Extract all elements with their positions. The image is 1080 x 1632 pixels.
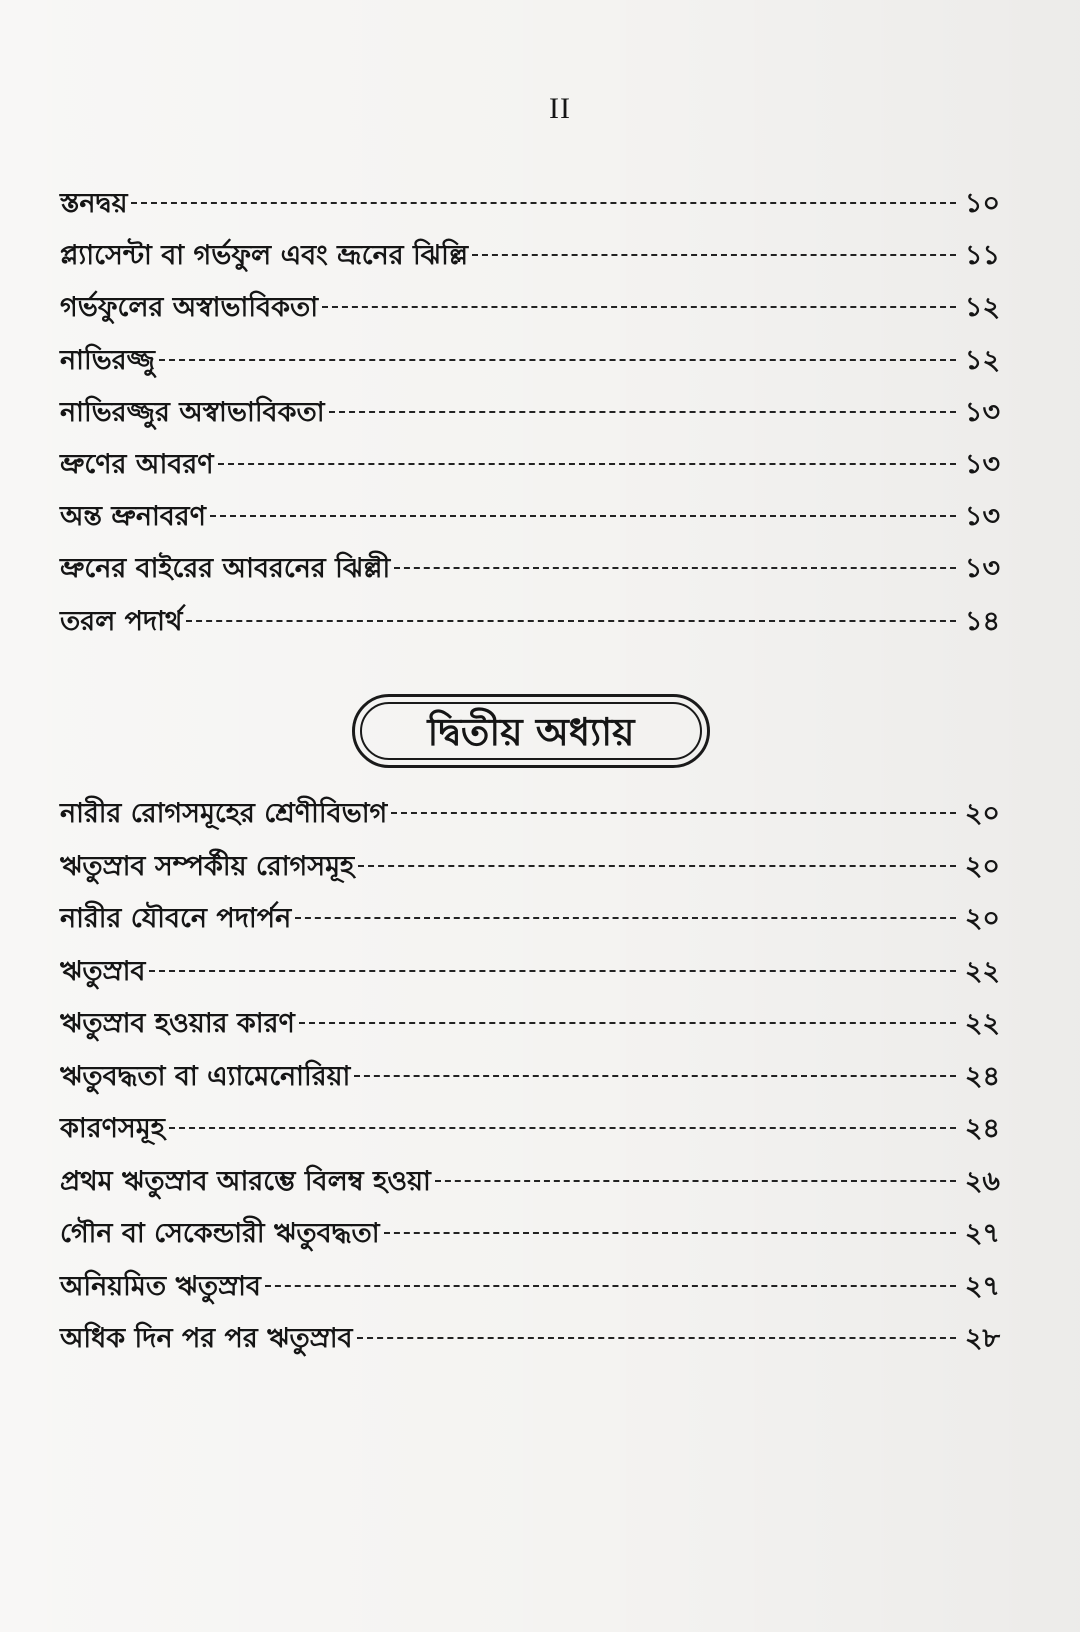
toc-entry [60,596,1000,648]
toc-entry [60,439,1000,491]
dot-leader [169,1127,956,1129]
dot-leader [159,359,956,361]
toc-entry [60,387,1000,439]
toc-entry [60,1208,1000,1261]
toc-entry-page: ২৪ [964,1113,1000,1144]
toc-entry [60,893,1000,946]
dot-leader [265,1285,956,1287]
chapter-heading-frame [352,694,710,768]
dot-leader [218,463,956,465]
toc-entry-page: ২৬ [964,1165,1000,1197]
toc-entry-title: অন্ত ভ্রুনাবরণ [60,501,206,533]
toc-entry-page: ২০ [964,850,1000,882]
toc-entry [60,282,1000,334]
toc-entry [60,1313,1000,1366]
dot-leader [394,567,956,569]
toc-entry [60,946,1000,999]
toc-entry [60,543,1000,595]
toc-entry-page: ১০ [964,188,1000,219]
toc-entry-page: ২৭ [964,1218,1000,1249]
dot-leader [384,1232,956,1234]
toc-entry-page: ১৩ [964,501,1000,533]
dot-leader [357,1337,956,1339]
toc-entry-title: ঋতুস্রাব [60,955,146,987]
toc-list-part2 [60,788,1000,1366]
toc-entry-title: অধিক দিন পর পর ঋতুস্রাব [60,1323,353,1354]
toc-entry [60,230,1000,282]
dot-leader [299,1022,956,1024]
dot-leader [329,411,956,413]
toc-entry [60,788,1000,841]
toc-entry-page: ১১ [964,240,1000,272]
toc-entry-page: ২০ [964,903,1000,934]
dot-leader [322,306,956,308]
toc-entry [60,491,1000,543]
dot-leader [435,1180,956,1182]
toc-entry-page: ২২ [964,955,1000,987]
dot-leader [210,515,956,517]
toc-entry-page: ২৪ [964,1060,1000,1092]
toc-entry [60,1261,1000,1314]
dot-leader [131,202,956,204]
toc-entry-title: ঋতুস্রাব হওয়ার কারণ [60,1008,295,1039]
chapter-heading: দ্বিতীয় অধ্যায় [427,710,635,754]
toc-entry-title: নারীর রোগসমূহের শ্রেণীবিভাগ [60,798,388,829]
toc-entry-title: তরল পদার্থ [60,605,183,637]
toc-entry-title: নাভিরজ্জু [60,344,155,376]
toc-entry-title: ভ্রুণের আবরণ [60,448,214,480]
toc-entry-page: ১৪ [964,605,1000,637]
dot-leader [186,620,956,622]
dot-leader [295,917,956,919]
dot-leader [354,1075,956,1077]
dot-leader [358,865,956,867]
toc-entry-page: ১৩ [964,553,1000,585]
toc-entry-title: নারীর যৌবনে পদার্পন [60,903,292,934]
toc-entry-title: অনিয়মিত ঋতুস্রাব [60,1270,261,1302]
toc-entry [60,178,1000,230]
toc-entry [60,841,1000,894]
toc-entry-page: ২০ [964,798,1000,829]
toc-entry-page: ২২ [964,1008,1000,1039]
toc-entry-title: ঋতুবদ্ধতা বা এ্যামেনোরিয়া [60,1060,351,1092]
toc-entry-title: গৌন বা সেকেন্ডারী ঋতুবদ্ধতা [60,1218,380,1249]
toc-list-part1 [60,178,1000,648]
toc-entry-title: প্রথম ঋতুস্রাব আরম্ভে বিলম্ব হওয়া [60,1165,431,1197]
toc-entry-page: ১৩ [964,448,1000,480]
toc-entry-title: গর্ভফুলের অস্বাভাবিকতা [60,292,319,324]
dot-leader [149,970,956,972]
toc-entry-page: ২৭ [964,1270,1000,1302]
toc-entry-page: ১২ [964,292,1000,324]
toc-entry-title: প্ল্যাসেন্টা বা গর্ভফুল এবং ভ্রূনের ঝিল্লি [60,240,469,272]
toc-entry-page: ১২ [964,344,1000,376]
dot-leader [472,254,956,256]
toc-entry [60,1103,1000,1156]
toc-entry-title: কারণসমূহ [60,1113,165,1144]
toc-entry [60,335,1000,387]
toc-entry [60,1051,1000,1104]
toc-entry-title: স্তনদ্বয় [60,188,128,219]
toc-entry-title: ভ্রুনের বাইরের আবরনের ঝিল্লী [60,553,391,585]
dot-leader [391,812,956,814]
toc-entry-title: নাভিরজ্জুর অস্বাভাবিকতা [60,396,325,428]
toc-entry-page: ১৩ [964,396,1000,428]
toc-entry-page: ২৮ [964,1323,1000,1354]
toc-entry-title: ঋতুস্রাব সম্পর্কীয় রোগসমূহ [60,850,355,882]
toc-entry [60,1156,1000,1209]
page-number: II [549,92,571,125]
toc-entry [60,998,1000,1051]
